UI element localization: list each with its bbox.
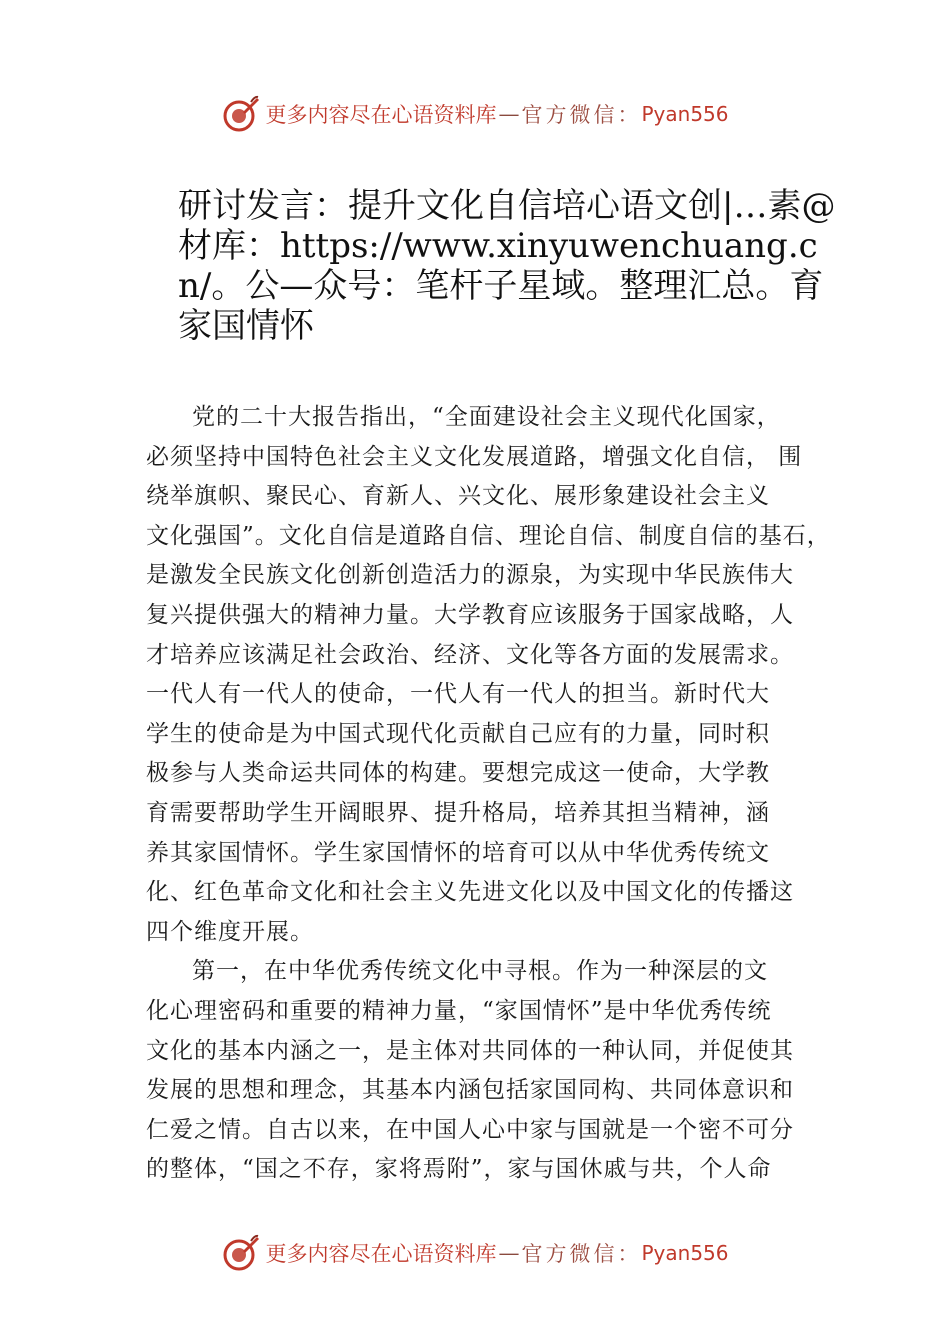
body-line: 必须坚持中国特色社会主义文化发展道路，增强文化自信， 围 [146, 443, 803, 470]
body-line: 一代人有一代人的使命，一代人有一代人的担当。新时代大 [146, 681, 770, 708]
body-line: 复兴提供强大的精神力量。大学教育应该服务于国家战略，人 [146, 601, 794, 628]
body-line: 文化强国”。文化自信是道路自信、理论自信、制度自信的基石， [146, 522, 831, 549]
body-line: 文化的基本内涵之一，是主体对共同体的一种认同，并促使其 [146, 1037, 794, 1064]
banner-separator: — [498, 1241, 520, 1265]
document-body [146, 398, 836, 1190]
brush-logo-icon [221, 1233, 261, 1273]
body-line: 的整体，“国之不存，家将焉附”，家与国休戚与共，个人命 [146, 1156, 772, 1183]
brush-logo-icon [221, 94, 261, 134]
body-line: 极参与人类命运共同体的构建。要想完成这一使命，大学教 [146, 760, 770, 787]
body-line: 化、红色革命文化和社会主义先进文化以及中国文化的传播这 [146, 879, 794, 906]
body-line: 四个维度开展。 [146, 918, 314, 945]
banner-separator: — [498, 102, 520, 126]
body-line: 学生的使命是为中国式现代化贡献自己应有的力量，同时积 [146, 720, 770, 747]
body-line: 化心理密码和重要的精神力量，“家国情怀”是中华优秀传统 [146, 997, 772, 1024]
banner-brand: 更多内容尽在心语资料库 [265, 1242, 497, 1266]
banner-wechat-label: 官方微信： [521, 1242, 642, 1266]
header-banner [0, 92, 950, 136]
body-line: 党的二十大报告指出，“全面建设社会主义现代化国家， [192, 404, 781, 430]
document-title: 研讨发言：提升文化自信培心语文创|…素@材库：https://www.xinyuwenchuang.cn/。公—众号：笔杆子星域。整理汇总。育家国情怀 [178, 186, 836, 346]
body-line: 绕举旗帜、聚民心、育新人、兴文化、展形象建设社会主义 [146, 483, 770, 510]
body-line: 是激发全民族文化创新创造活力的源泉，为实现中华民族伟大 [146, 562, 794, 589]
footer-banner [0, 1231, 950, 1275]
banner-wechat-id: Pyan556 [641, 102, 729, 126]
banner-brand: 更多内容尽在心语资料库 [265, 103, 497, 127]
body-line: 才培养应该满足社会政治、经济、文化等各方面的发展需求。 [146, 641, 794, 668]
body-line: 仁爱之情。自古以来，在中国人心中家与国就是一个密不可分 [146, 1116, 794, 1143]
banner-wechat-label: 官方微信： [521, 103, 642, 127]
body-line: 发展的思想和理念，其基本内涵包括家国同构、共同体意识和 [146, 1077, 794, 1104]
body-line: 养其家国情怀。学生家国情怀的培育可以从中华优秀传统文 [146, 839, 770, 866]
banner-wechat-id: Pyan556 [641, 1241, 729, 1265]
body-line: 第一，在中华优秀传统文化中寻根。作为一种深层的文 [192, 958, 768, 985]
body-line: 育需要帮助学生开阔眼界、提升格局，培养其担当精神，涵 [146, 799, 770, 826]
